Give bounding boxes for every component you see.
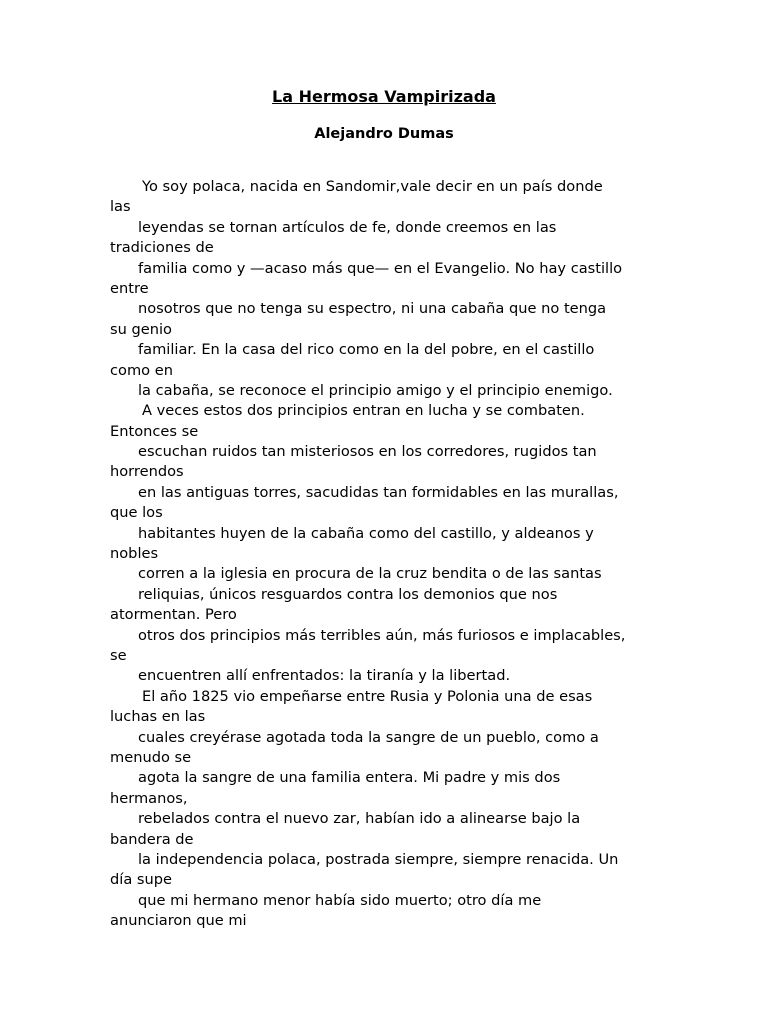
text-line: nosotros que no tenga su espectro, ni una cabaña que no tenga	[138, 300, 607, 318]
document-body	[110, 177, 670, 931]
text-line: hermanos,	[110, 789, 188, 807]
text-line: entre	[110, 279, 149, 297]
text-line: familia como y —acaso más que— en el Evangelio. No hay castillo	[138, 259, 623, 277]
text-line: habitantes huyen de la cabaña como del castillo, y aldeanos y	[138, 524, 594, 542]
text-line: horrendos	[110, 463, 184, 481]
text-line: que los	[110, 504, 163, 522]
text-line: su genio	[110, 320, 172, 338]
text-line: reliquias, únicos resguardos contra los demonios que nos	[138, 585, 558, 603]
text-line: escuchan ruidos tan misteriosos en los corredores, rugidos tan	[138, 443, 597, 461]
text-line: agota la sangre de una familia entera. Mi padre y mis dos	[138, 769, 561, 787]
text-line: encuentren allí enfrentados: la tiranía y la libertad.	[138, 667, 511, 685]
text-line: cuales creyérase agotada toda la sangre de un pueblo, como a	[138, 728, 599, 746]
document-author: Alejandro Dumas	[314, 126, 454, 142]
text-line: en las antiguas torres, sacudidas tan formidables en las murallas,	[138, 483, 619, 501]
text-line: Yo soy polaca, nacida en Sandomir,vale decir en un país donde	[142, 178, 603, 195]
text-line: menudo se	[110, 748, 192, 766]
text-line: la cabaña, se reconoce el principio amigo y el principio enemigo.	[138, 381, 613, 399]
text-line: que mi hermano menor había sido muerto; otro día me	[138, 891, 542, 909]
text-line: nobles	[110, 545, 159, 563]
text-line: leyendas se tornan artículos de fe, donde creemos en las	[138, 218, 557, 236]
text-line: rebelados contra el nuevo zar, habían ido a alinearse bajo la	[138, 810, 581, 828]
text-line: se	[110, 646, 127, 664]
text-line: Entonces se	[110, 422, 199, 440]
text-line: bandera de	[110, 830, 194, 848]
text-line: las	[110, 198, 131, 216]
text-line: atormentan. Pero	[110, 606, 237, 624]
document-title: La Hermosa Vampirizada	[272, 87, 496, 106]
text-line: El año 1825 vio empeñarse entre Rusia y Polonia una de esas	[142, 687, 593, 705]
text-line: corren a la iglesia en procura de la cruz bendita o de las santas	[138, 565, 602, 583]
text-line: como en	[110, 361, 173, 379]
text-line: otros dos principios más terribles aún, más furiosos e implacables,	[138, 626, 626, 644]
text-line: familiar. En la casa del rico como en la del pobre, en el castillo	[138, 341, 595, 359]
text-line: tradiciones de	[110, 239, 214, 257]
text-line: día supe	[110, 871, 172, 889]
text-line: A veces estos dos principios entran en lucha y se combaten.	[142, 402, 585, 420]
text-line: luchas en las	[110, 708, 206, 726]
text-line: anunciaron que mi	[110, 912, 247, 930]
text-line: la independencia polaca, postrada siempre, siempre renacida. Un	[138, 850, 619, 868]
